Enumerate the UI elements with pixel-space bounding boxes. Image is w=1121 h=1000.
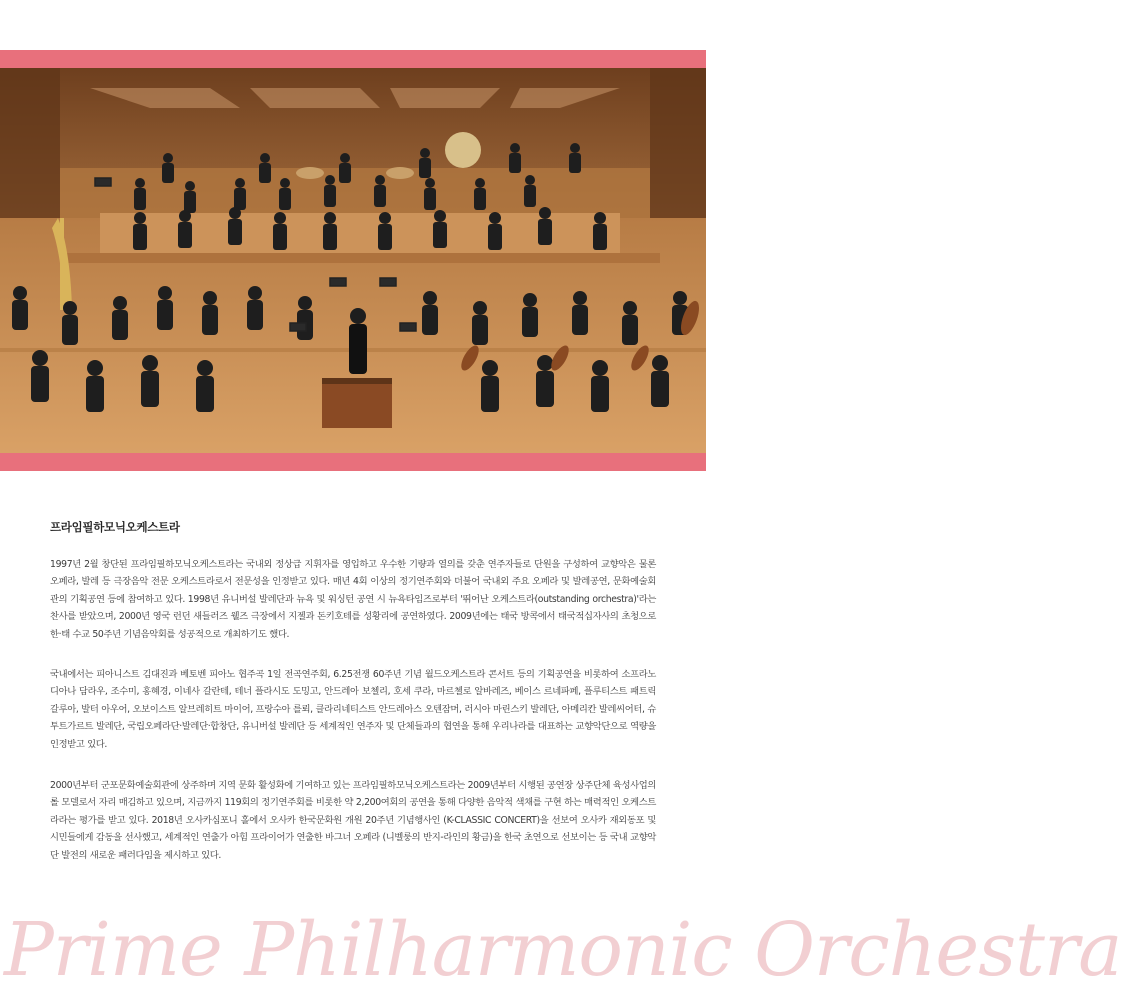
section-title: 프라임필하모닉오케스트라 xyxy=(50,520,180,534)
bottom-accent-band xyxy=(0,453,706,471)
paragraph-collaborations: 국내에서는 피아니스트 김대진과 베토벤 피아노 협주곡 1일 전곡연주회, 6.25전쟁 60주년 기념 월드오케스트라 콘서트 등의 기획공연을 비롯하여 소프라노 디아나 담라우, 조수미, 홍혜경, 이네사 갈란테, 테너 플라시도 도밍고, 안드레아 보첼리, 호세 쿠라, 마르첼로 알바레즈, 베이스 르네파페, 플루티스트 패트릭 갈루아, 발터 아우어, 오보이스트 알브레히트 마이어, 프랑수아 를뢰, 클라리네티스트 안드레아스 오텐잠머, 러시아 마린스키 발레단, 아메리칸 발레씨어터, 슈투트가르트 발레단, 국립오페라단·발레단·합창단, 유니버설 발레단 등 세계적인 연주자 및 단체들과의 협연을 통해 우리나라를 대표하는 교향악단으로 역량을 인정받고 있다. xyxy=(50,669,656,750)
paragraph-history: 1997년 2월 창단된 프라임필하모닉오케스트라는 국내외 정상급 지휘자를 영입하고 우수한 기량과 열의를 갖춘 연주자들로 단원을 구성하여 교향악은 물론 오페라, 발레 등 극장음악 전문 오케스트라로서 전문성을 인정받고 있다. 매년 4회 이상의 정기연주회와 더불어 국내외 주요 오페라 및 발레공연, 문화예술회관의 기획공연 등에 참여하고 있다. 1998년 유니버설 발레단과 뉴욕 및 워싱턴 공연 시 뉴욕타임즈로부터 '뛰어난 오케스트라(outstanding orchestra)'라는 찬사를 받았으며, 2000년 영국 런던 새들러즈 웰즈 극장에서 지젤과 돈키호테를 성황리에 공연하였다. 2009년에는 태국 방콕에서 태국적십자사의 초청으로 한·태 수교 50주년 기념음악회를 성공적으로 개최하기도 했다. xyxy=(50,559,656,640)
orchestra-name-watermark: Prime Philharmonic Orchestra xyxy=(4,907,1121,993)
paragraph-residency: 2000년부터 군포문화예술회관에 상주하며 지역 문화 활성화에 기여하고 있는 프라임필하모닉오케스트라는 2009년부터 시행된 공연장 상주단체 육성사업의 롤 모델로서 자리 매김하고 있으며, 지금까지 119회의 정기연주회를 비롯한 약 2,200여회의 공연을 통해 다양한 음악적 색채를 구현 하는 매력적인 오케스트라라는 평가를 받고 있다. 2018년 오사카심포니 홀에서 오사카 한국문화원 개원 20주년 기념행사인 (K-CLASSIC CONCERT)을 선보여 오사카 재외동포 및 시민들에게 감동을 선사했고, 세계적인 연출가 아힘 프라이어가 연출한 바그너 오페라 (니벨룽의 반지-라인의 황금)을 한국 초연으로 선보이는 등 국내 교향악단 발전의 새로운 패러다임을 제시하고 있다. xyxy=(50,780,656,861)
orchestra-photo xyxy=(0,68,706,453)
top-accent-band xyxy=(0,50,706,68)
